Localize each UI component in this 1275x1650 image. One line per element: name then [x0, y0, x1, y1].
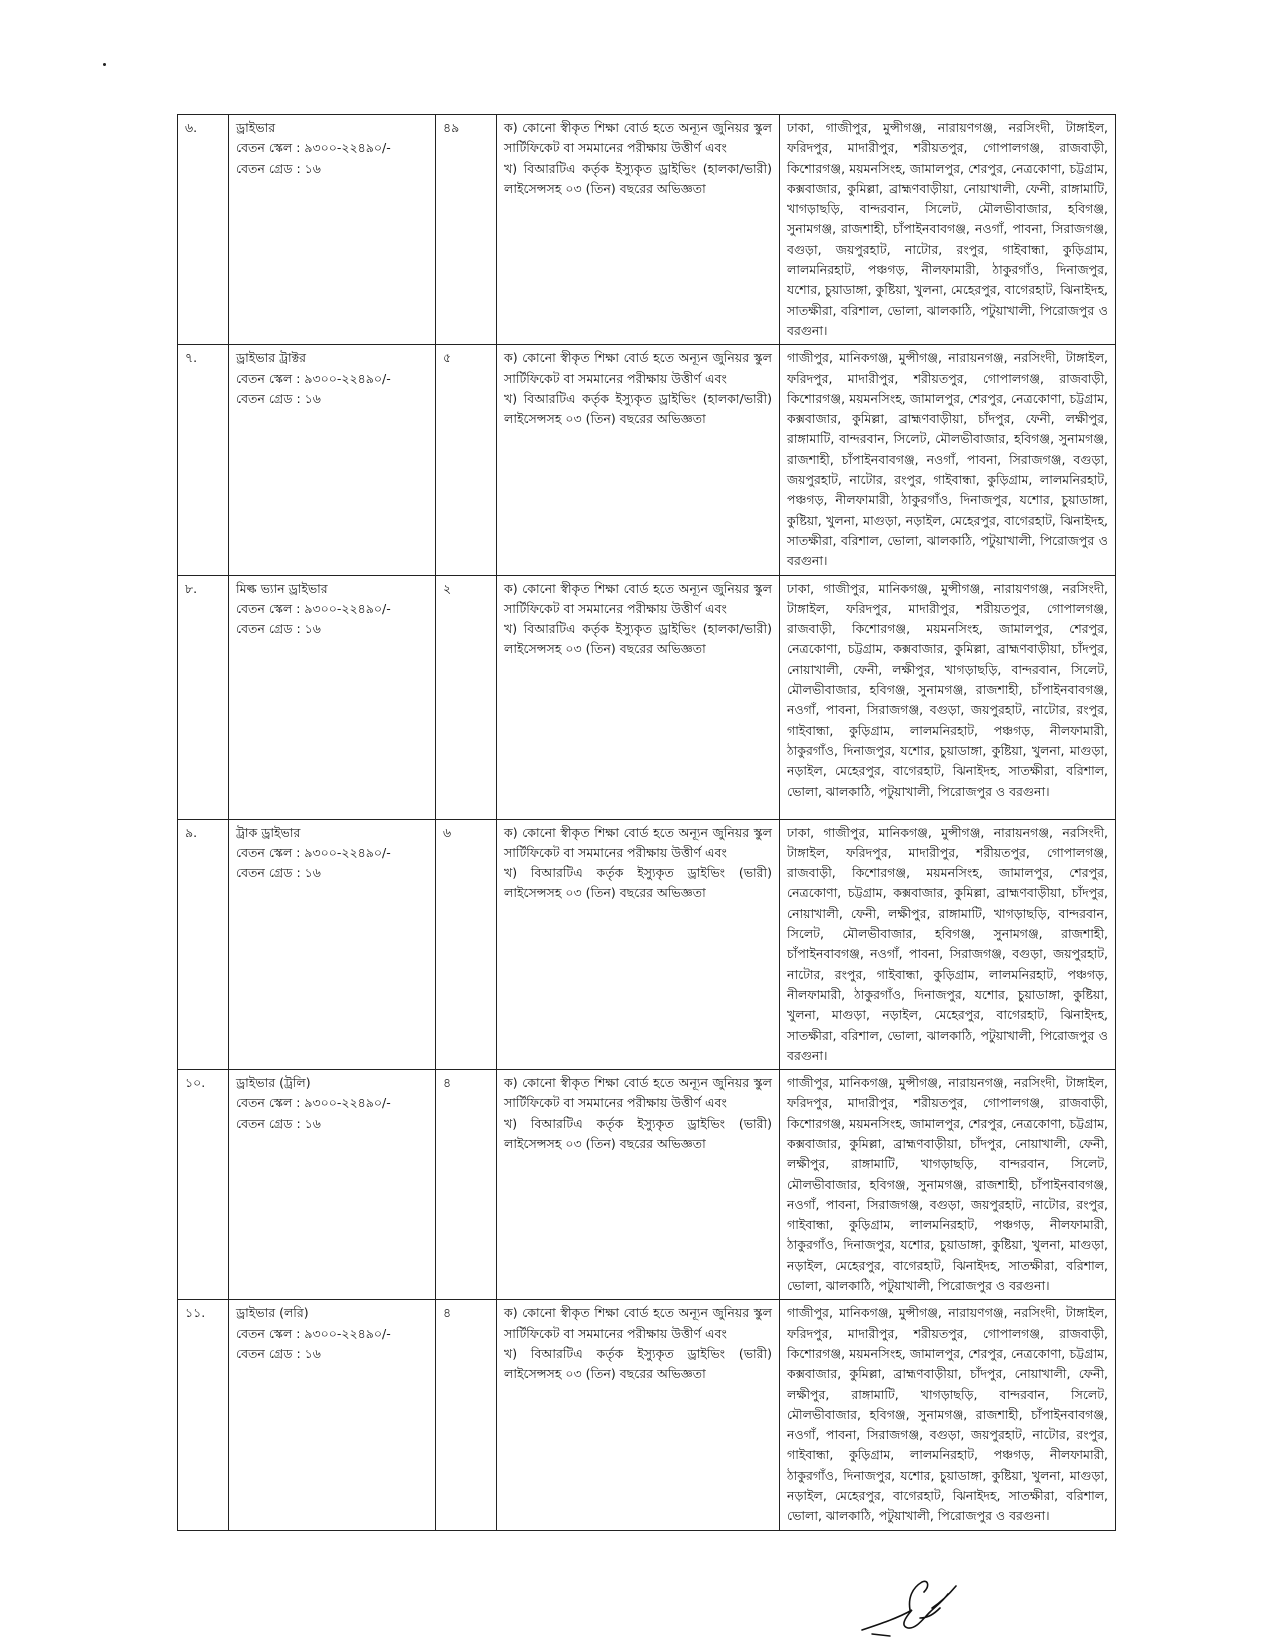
post-count: ৬: [436, 819, 497, 1070]
serial-number: ৮.: [178, 575, 229, 819]
post-name: মিল্ক ভ্যান ড্রাইভার: [236, 580, 328, 596]
requirements-cell: [497, 1300, 780, 1530]
post-name: ড্রাইভার (ট্রলি): [236, 1075, 311, 1091]
table-row: [178, 115, 1116, 345]
requirement-a: ক) কোনো স্বীকৃত শিক্ষা বোর্ড হতে অন্যূন জুনিয়র স্কুল সার্টিফিকেট বা সমমানের পরীক্ষায় উত্তীর্ণ এবং: [504, 350, 772, 386]
post-count: ৪৯: [436, 115, 497, 345]
eligible-districts: ঢাকা, গাজীপুর, মানিকগঞ্জ, মুন্সীগঞ্জ, নারায়ণগঞ্জ, নরসিংদী, টাঙ্গাইল, ফরিদপুর, মাদারীপুর, শরীয়তপুর, গোপালগঞ্জ, রাজবাড়ী, কিশোরগঞ্জ, ময়মনসিংহ, জামালপুর, শেরপুর, নেত্রকোণা, চট্টগ্রাম, কক্সবাজার, কুমিল্লা, ব্রাহ্মণবাড়ীয়া, চাঁদপুর, নোয়াখালী, ফেনী, লক্ষীপুর, খাগড়াছড়ি, বান্দরবান, সিলেট, মৌলভীবাজার, হবিগঞ্জ, সুনামগঞ্জ, রাজশাহী, চাঁপাইনবাবগঞ্জ, নওগাঁ, পাবনা, সিরাজগঞ্জ, বগুড়া, জয়পুরহাট, নাটোর, রংপুর, গাইবান্ধা, কুড়িগ্রাম, লালমনিরহাট, পঞ্চগড়, নীলফামারী, ঠাকুরগাঁও, দিনাজপুর, যশোর, চুয়াডাঙ্গা, কুষ্টিয়া, খুলনা, মাগুড়া, নড়াইল, মেহেরপুর, বাগেরহাট, ঝিনাইদহ, সাতক্ষীরা, বরিশাল, ভোলা, ঝালকাঠি, পটুয়াখালী, পিরোজপুর ও বরগুনা।: [780, 575, 1116, 819]
post-name: ড্রাইভার ট্রাক্টর: [236, 350, 307, 366]
requirement-a: ক) কোনো স্বীকৃত শিক্ষা বোর্ড হতে অন্যূন জুনিয়র স্কুল সার্টিফিকেট বা সমমানের পরীক্ষায় উত্তীর্ণ এবং: [504, 580, 772, 616]
eligible-districts: গাজীপুর, মানিকগঞ্জ, মুন্সীগঞ্জ, নারায়ণগঞ্জ, নরসিংদী, টাঙ্গাইল, ফরিদপুর, মাদারীপুর, শরীয়তপুর, গোপালগঞ্জ, রাজবাড়ী, কিশোরগঞ্জ, ময়মনসিংহ, জামালপুর, শেরপুর, নেত্রকোণা, চট্টগ্রাম, কক্সবাজার, কুমিল্লা, ব্রাহ্মণবাড়ীয়া, চাঁদপুর, নোয়াখালী, ফেনী, লক্ষীপুর, রাঙ্গামাটি, খাগড়াছড়ি, বান্দরবান, সিলেট, মৌলভীবাজার, হবিগঞ্জ, সুনামগঞ্জ, রাজশাহী, চাঁপাইনবাবগঞ্জ, নওগাঁ, পাবনা, সিরাজগঞ্জ, বগুড়া, জয়পুরহাট, নাটোর, রংপুর, গাইবান্ধা, কুড়িগ্রাম, লালমনিরহাট, পঞ্চগড়, নীলফামারী, ঠাকুরগাঁও, দিনাজপুর, যশোর, চুয়াডাঙ্গা, কুষ্টিয়া, খুলনা, মাগুড়া, নড়াইল, মেহেরপুর, বাগেরহাট, ঝিনাইদহ, সাতক্ষীরা, বরিশাল, ভোলা, ঝালকাঠি, পটুয়াখালী, পিরোজপুর ও বরগুনা।: [780, 1300, 1116, 1530]
pay-scale: বেতন স্কেল : ৯৩০০-২২৪৯০/-: [236, 600, 391, 616]
post-cell: [229, 1300, 436, 1530]
requirements-cell: [497, 819, 780, 1070]
requirement-a: ক) কোনো স্বীকৃত শিক্ষা বোর্ড হতে অন্যূন জুনিয়র স্কুল সার্টিফিকেট বা সমমানের পরীক্ষায় উত্তীর্ণ এবং: [504, 1075, 772, 1111]
post-cell: [229, 819, 436, 1070]
serial-number: ১০.: [178, 1070, 229, 1300]
post-name: ড্রাইভার: [236, 120, 276, 135]
table-row: [178, 1300, 1116, 1530]
table-row: [178, 345, 1116, 575]
post-name: ড্রাইভার (লরি): [236, 1305, 309, 1321]
post-cell: [229, 115, 436, 345]
eligible-districts: ঢাকা, গাজীপুর, মুন্সীগঞ্জ, নারায়ণগঞ্জ, নরসিংদী, টাঙ্গাইল, ফরিদপুর, মাদারীপুর, শরীয়তপুর, গোপালগঞ্জ, রাজবাড়ী, কিশোরগঞ্জ, ময়মনসিংহ, জামালপুর, শেরপুর, নেত্রকোণা, চট্টগ্রাম, কক্সবাজার, কুমিল্লা, ব্রাহ্মণবাড়ীয়া, নোয়াখালী, ফেনী, রাঙ্গামাটি, খাগড়াছড়ি, বান্দরবান, সিলেট, মৌলভীবাজার, হবিগঞ্জ, সুনামগঞ্জ, রাজশাহী, চাঁপাইনবাবগঞ্জ, নওগাঁ, পাবনা, সিরাজগঞ্জ, বগুড়া, জয়পুরহাট, নাটোর, রংপুর, গাইবান্ধা, কুড়িগ্রাম, লালমনিরহাট, পঞ্চগড়, নীলফামারী, ঠাকুরগাঁও, দিনাজপুর, যশোর, চুয়াডাঙ্গা, কুষ্টিয়া, খুলনা, মেহেরপুর, বাগেরহাট, ঝিনাইদহ, সাতক্ষীরা, বরিশাল, ভোলা, ঝালকাঠি, পটুয়াখালী, পিরোজপুর ও বরগুনা।: [780, 115, 1116, 345]
requirement-b: খ) বিআরটিএ কর্তৃক ইস্যুকৃত ড্রাইভিং (হালকা/ভারী) লাইসেন্সসহ ০৩ (তিন) বছরের অভিজ্ঞতা: [504, 390, 772, 427]
table-row: [178, 1070, 1116, 1300]
scan-mark: [103, 63, 106, 66]
requirement-b: খ) বিআরটিএ কর্তৃক ইস্যুকৃত ড্রাইভিং (হালকা/ভারী) লাইসেন্সসহ ০৩ (তিন) বছরের অভিজ্ঞতা: [504, 621, 772, 657]
post-count: ৪: [436, 1070, 497, 1300]
post-cell: [229, 1070, 436, 1300]
requirement-b: খ) বিআরটিএ কর্তৃক ইস্যুকৃত ড্রাইভিং (ভারী) লাইসেন্সসহ ০৩ (তিন) বছরের অভিজ্ঞতা: [504, 865, 772, 901]
job-posts-table: [177, 114, 1116, 1531]
serial-number: ৭.: [178, 345, 229, 575]
pay-scale: বেতন স্কেল : ৯৩০০-২২৪৯০/-: [236, 1325, 391, 1341]
requirements-cell: [497, 1070, 780, 1300]
table-row: [178, 819, 1116, 1070]
requirement-a: ক) কোনো স্বীকৃত শিক্ষা বোর্ড হতে অন্যূন জুনিয়র স্কুল সার্টিফিকেট বা সমমানের পরীক্ষায় উত্তীর্ণ এবং: [504, 824, 772, 860]
requirement-a: ক) কোনো স্বীকৃত শিক্ষা বোর্ড হতে অন্যূন জুনিয়র স্কুল সার্টিফিকেট বা সমমানের পরীক্ষায় উত্তীর্ণ এবং: [504, 120, 772, 156]
requirements-cell: [497, 345, 780, 575]
pay-scale: বেতন স্কেল : ৯৩০০-২২৪৯০/-: [236, 370, 391, 386]
pay-grade: বেতন গ্রেড : ১৬: [236, 1345, 321, 1361]
requirement-b: খ) বিআরটিএ কর্তৃক ইস্যুকৃত ড্রাইভিং (ভারী) লাইসেন্সসহ ০৩ (তিন) বছরের অভিজ্ঞতা: [504, 1115, 772, 1151]
signature-image: [850, 1568, 970, 1640]
pay-scale: বেতন স্কেল : ৯৩০০-২২৪৯০/-: [236, 1095, 391, 1111]
requirement-a: ক) কোনো স্বীকৃত শিক্ষা বোর্ড হতে অন্যূন জুনিয়র স্কুল সার্টিফিকেট বা সমমানের পরীক্ষায় উত্তীর্ণ এবং: [504, 1305, 772, 1341]
post-count: ২: [436, 575, 497, 819]
pay-scale: বেতন স্কেল : ৯৩০০-২২৪৯০/-: [236, 140, 391, 156]
pay-scale: বেতন স্কেল : ৯৩০০-২২৪৯০/-: [236, 844, 391, 860]
post-count: ৫: [436, 345, 497, 575]
eligible-districts: ঢাকা, গাজীপুর, মানিকগঞ্জ, মুন্সীগঞ্জ, নারায়নগঞ্জ, নরসিংদী, টাঙ্গাইল, ফরিদপুর, মাদারীপুর, শরীয়তপুর, গোপালগঞ্জ, রাজবাড়ী, কিশোরগঞ্জ, ময়মনসিংহ, জামালপুর, শেরপুর, নেত্রকোণা, চট্টগ্রাম, কক্সবাজার, কুমিল্লা, ব্রাহ্মণবাড়ীয়া, চাঁদপুর, নোয়াখালী, ফেনী, লক্ষীপুর, রাঙ্গামাটি, খাগড়াছড়ি, বান্দরবান, সিলেট, মৌলভীবাজার, হবিগঞ্জ, সুনামগঞ্জ, রাজশাহী, চাঁপাইনবাবগঞ্জ, নওগাঁ, পাবনা, সিরাজগঞ্জ, বগুড়া, জয়পুরহাট, নাটোর, রংপুর, গাইবান্ধা, কুড়িগ্রাম, লালমনিরহাট, পঞ্চগড়, নীলফামারী, ঠাকুরগাঁও, দিনাজপুর, যশোর, চুয়াডাঙ্গা, কুষ্টিয়া, খুলনা, মাগুড়া, নড়াইল, মেহেরপুর, বাগেরহাট, ঝিনাইদহ, সাতক্ষীরা, বরিশাল, ভোলা, ঝালকাঠি, পটুয়াখালী, পিরোজপুর ও বরগুনা।: [780, 819, 1116, 1070]
requirement-b: খ) বিআরটিএ কর্তৃক ইস্যুকৃত ড্রাইভিং (ভারী) লাইসেন্সসহ ০৩ (তিন) বছরের অভিজ্ঞতা: [504, 1345, 772, 1382]
requirements-cell: [497, 575, 780, 819]
serial-number: ৬.: [178, 115, 229, 345]
pay-grade: বেতন গ্রেড : ১৬: [236, 865, 321, 881]
pay-grade: বেতন গ্রেড : ১৬: [236, 1115, 321, 1131]
table-row: [178, 575, 1116, 819]
requirement-b: খ) বিআরটিএ কর্তৃক ইস্যুকৃত ড্রাইভিং (হালকা/ভারী) লাইসেন্সসহ ০৩ (তিন) বছরের অভিজ্ঞতা: [504, 160, 772, 196]
serial-number: ১১.: [178, 1300, 229, 1530]
post-cell: [229, 575, 436, 819]
eligible-districts: গাজীপুর, মানিকগঞ্জ, মুন্সীগঞ্জ, নারায়নগঞ্জ, নরসিংদী, টাঙ্গাইল, ফরিদপুর, মাদারীপুর, শরীয়তপুর, গোপালগঞ্জ, রাজবাড়ী, কিশোরগঞ্জ, ময়মনসিংহ, জামালপুর, শেরপুর, নেত্রকোণা, চট্টগ্রাম, কক্সবাজার, কুমিল্লা, ব্রাহ্মণবাড়ীয়া, চাঁদপুর, ফেনী, লক্ষীপুর, রাঙ্গামাটি, বান্দরবান, সিলেট, মৌলভীবাজার, হবিগঞ্জ, সুনামগঞ্জ, রাজশাহী, চাঁপাইনবাবগঞ্জ, নওগাঁ, পাবনা, সিরাজগঞ্জ, বগুড়া, জয়পুরহাট, নাটোর, রংপুর, গাইবান্ধা, কুড়িগ্রাম, লালমনিরহাট, পঞ্চগড়, নীলফামারী, ঠাকুরগাঁও, দিনাজপুর, যশোর, চুয়াডাঙ্গা, কুষ্টিয়া, খুলনা, মাগুড়া, নড়াইল, মেহেরপুর, বাগেরহাট, ঝিনাইদহ, সাতক্ষীরা, বরিশাল, ভোলা, ঝালকাঠি, পটুয়াখালী, পিরোজপুর ও বরগুনা।: [780, 345, 1116, 575]
requirements-cell: [497, 115, 780, 345]
post-name: ট্রাক ড্রাইভার: [236, 824, 301, 840]
post-count: ৪: [436, 1300, 497, 1530]
pay-grade: বেতন গ্রেড : ১৬: [236, 160, 321, 176]
eligible-districts: গাজীপুর, মানিকগঞ্জ, মুন্সীগঞ্জ, নারায়নগঞ্জ, নরসিংদী, টাঙ্গাইল, ফরিদপুর, মাদারীপুর, শরীয়তপুর, গোপালগঞ্জ, রাজবাড়ী, কিশোরগঞ্জ, ময়মনসিংহ, জামালপুর, শেরপুর, নেত্রকোণা, চট্টগ্রাম, কক্সবাজার, কুমিল্লা, ব্রাহ্মণবাড়ীয়া, চাঁদপুর, নোয়াখালী, ফেনী, লক্ষীপুর, রাঙ্গামাটি, খাগড়াছড়ি, বান্দরবান, সিলেট, মৌলভীবাজার, হবিগঞ্জ, সুনামগঞ্জ, রাজশাহী, চাঁপাইনবাবগঞ্জ, নওগাঁ, পাবনা, সিরাজগঞ্জ, বগুড়া, জয়পুরহাট, নাটোর, রংপুর, গাইবান্ধা, কুড়িগ্রাম, লালমনিরহাট, পঞ্চগড়, নীলফামারী, ঠাকুরগাঁও, দিনাজপুর, যশোর, চুয়াডাঙ্গা, কুষ্টিয়া, খুলনা, মাগুড়া, নড়াইল, মেহেরপুর, বাগেরহাট, ঝিনাইদহ, সাতক্ষীরা, বরিশাল, ভোলা, ঝালকাঠি, পটুয়াখালী, পিরোজপুর ও বরগুনা।: [780, 1070, 1116, 1300]
pay-grade: বেতন গ্রেড : ১৬: [236, 621, 321, 637]
serial-number: ৯.: [178, 819, 229, 1070]
pay-grade: বেতন গ্রেড : ১৬: [236, 390, 321, 406]
post-cell: [229, 345, 436, 575]
